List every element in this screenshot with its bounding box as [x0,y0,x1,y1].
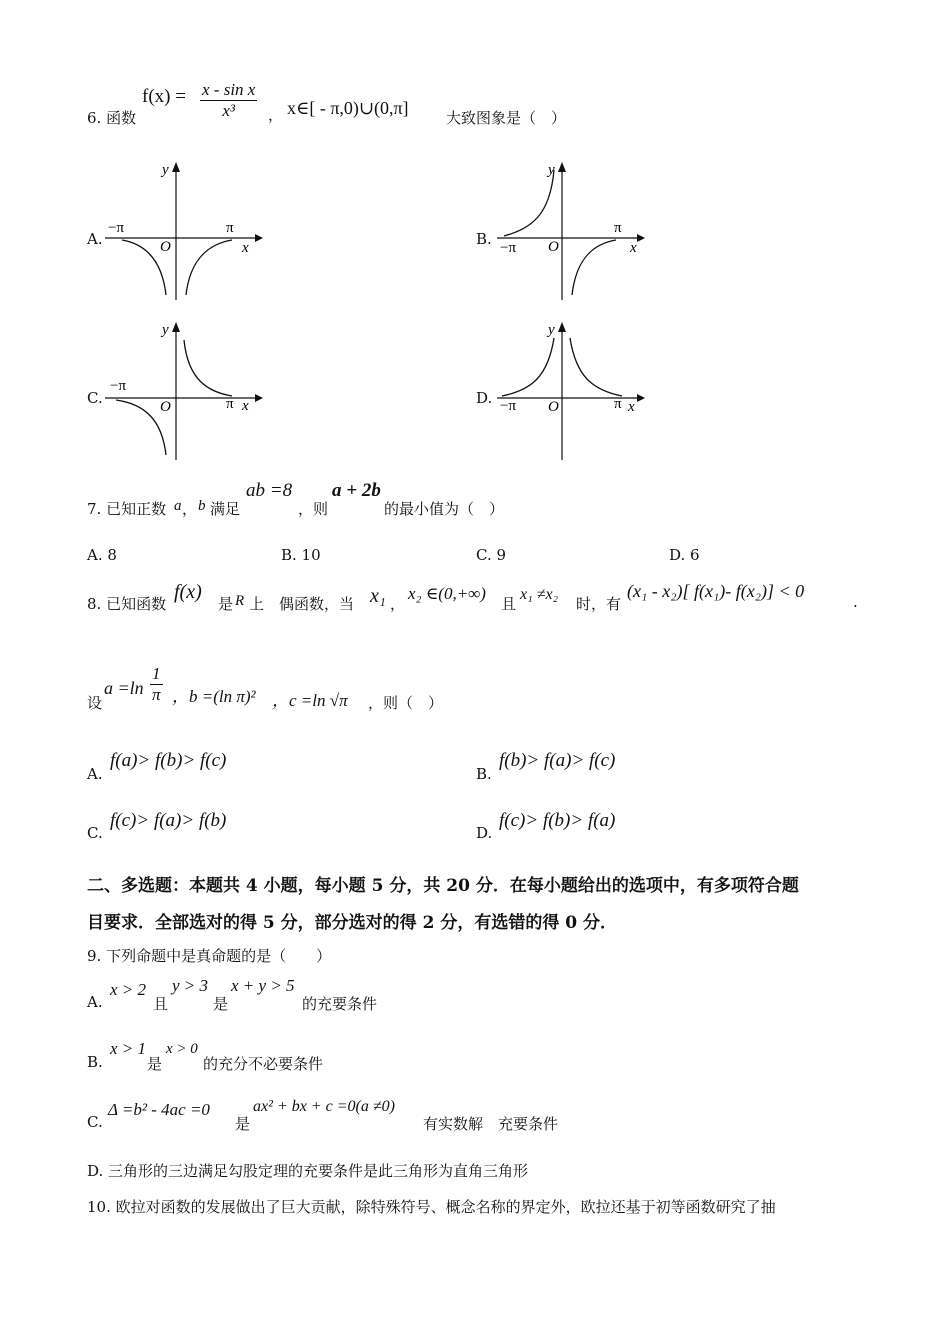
q8-t1: 是 [218,595,234,613]
q9-option-a-label[interactable]: A. [87,993,103,1011]
q7-expr: a + 2b [332,480,381,501]
curve-left [116,400,166,455]
q8-ineq: (x₁ - x₂)[ f(x₁)- f(x₂)] < 0 [627,581,805,601]
q6-graph-d[interactable] [492,310,662,470]
q8-t3: ， [390,595,406,613]
q9-option-c-label[interactable]: C. [87,1113,103,1131]
q8-x1: x₁ [370,585,386,607]
q6-graph-c[interactable] [100,310,270,470]
q8-option-b-label[interactable]: B. [476,765,492,783]
q6-frac-num: x - sin x [202,80,256,99]
q6-label: 6. 函数 [87,109,137,127]
q8-t2: 上 偶函数，当 [249,595,355,613]
x-axis-arrow [637,394,645,402]
pi-label: π [614,220,622,236]
q9-c-t2: 有实数解 充要条件 [423,1115,559,1133]
curve-right [186,240,232,295]
q9-b-t1: 是 [147,1055,163,1073]
q8-option-c-expr[interactable]: f(c)> f(a)> f(b) [110,810,227,831]
origin-label: O [548,399,559,415]
origin-label: O [548,239,559,255]
q9-a-t1: 且 [153,995,169,1013]
q7-option-d[interactable]: D. 6 [669,546,700,564]
q8-option-c-label[interactable]: C. [87,824,103,842]
q6-graph-a[interactable] [100,150,270,310]
q6-option-b-label[interactable]: B. [476,230,492,248]
q8-R: R [235,593,245,609]
q8-option-d-expr[interactable]: f(c)> f(b)> f(a) [499,810,616,831]
q8-label: 8. 已知函数 [87,595,167,613]
q9-c-e2: ax² + bx + c =0(a ≠0) [253,1098,395,1115]
q9-b-t2: 的充分不必要条件 [203,1055,324,1073]
y-axis-arrow [558,322,566,332]
y-label: y [162,162,169,178]
q8-a-def: a =ln [104,678,144,698]
q8-line2-tail: ，则（ ） [368,694,444,712]
q8-t6: . [853,593,858,611]
q8-fx: f(x) [174,581,202,603]
q6-formula-lhs: f(x) = [142,86,186,107]
q6-frac-den: x³ [222,101,235,120]
neg-pi-label: −π [110,378,127,394]
x-label: x [630,240,637,256]
q9-option-b-label[interactable]: B. [87,1053,103,1071]
q7-tail: 的最小值为（ ） [384,500,505,518]
pi-label: π [614,396,622,412]
q6-option-d-label[interactable]: D. [476,389,493,407]
q8-t5: 时，有 [576,595,622,613]
y-axis-arrow [558,162,566,172]
curve-right [572,240,616,295]
q9-a-e1: x > 2 [110,980,147,999]
q9-a-t3: 的充要条件 [302,995,378,1013]
y-label: y [548,322,555,338]
q6-sep: ， [268,106,284,124]
y-axis-arrow [172,162,180,172]
q7-var-a: a [174,498,182,514]
q9-a-e3: x + y > 5 [231,976,295,995]
q6-option-a-label[interactable]: A. [87,230,103,248]
neg-pi-label: −π [500,240,517,256]
section2-heading-line1: 二、多选题：本题共 4 小题，每小题 5 分，共 20 分．在每小题给出的选项中，有多项符合题 [87,876,799,896]
pi-label: π [226,220,234,236]
origin-label: O [160,239,171,255]
y-axis-arrow [172,322,180,332]
q9-c-e1: Δ =b² - 4ac =0 [108,1100,210,1119]
neg-pi-label: −π [500,398,517,414]
x-label: x [242,240,249,256]
q7-mid: ，则 [298,500,329,518]
x-axis-arrow [637,234,645,242]
curve-left [502,338,554,396]
q6-domain: x∈[ - π,0)∪(0,π] [287,98,409,118]
q9-b-e1: x > 1 [110,1039,147,1058]
x-label: x [242,398,249,414]
q8-t4: 且 [501,595,517,613]
curve-right [570,338,622,396]
q8-option-b-expr[interactable]: f(b)> f(a)> f(c) [499,750,616,771]
x-axis-arrow [255,394,263,402]
q8-option-a-expr[interactable]: f(a)> f(b)> f(c) [110,750,227,771]
q6-option-c-label[interactable]: C. [87,389,103,407]
q10-text: 10. 欧拉对函数的发展做出了巨大贡献，除特殊符号、概念名称的界定外，欧拉还基于初等函数研究了抽 [87,1198,776,1216]
curve-right [184,340,232,396]
q7-cond: ab =8 [246,480,293,501]
q8-a-den: π [152,685,161,704]
q7-option-b[interactable]: B. 10 [281,546,321,564]
section2-heading-line2: 目要求．全部选对的得 5 分，部分选对的得 2 分，有选错的得 0 分． [87,913,617,933]
y-label: y [162,322,169,338]
y-label: y [548,162,555,178]
q7-comma: ， [182,500,198,518]
curve-left [504,170,554,236]
q7-cond-pre: 满足 [210,500,241,518]
x-axis-arrow [255,234,263,242]
q9-option-d[interactable]: D. 三角形的三边满足勾股定理的充要条件是此三角形为直角三角形 [87,1162,529,1180]
q8-a-num: 1 [150,664,163,685]
q8-x2-range: x₂ ∈(0,+∞) [408,584,486,603]
origin-label: O [160,399,171,415]
q8-line2-pre: 设 [87,694,103,712]
q6-fraction [200,80,257,121]
x-label: x [628,399,635,415]
pi-label: π [226,396,234,412]
neg-pi-label: −π [108,220,125,236]
q6-graph-b[interactable] [492,150,662,310]
q8-c-def: ，c =ln √π [272,691,348,710]
q7-option-c[interactable]: C. 9 [476,546,507,564]
q8-option-d-label[interactable]: D. [476,824,493,842]
q7-label: 7. 已知正数 [87,500,167,518]
q9-b-e2: x > 0 [166,1041,198,1057]
q9-c-t1: 是 [235,1115,251,1133]
q7-var-b: b [198,498,206,514]
q6-tail: 大致图象是（ ） [446,109,567,127]
q9-label: 9. 下列命题中是真命题的是（ ） [87,947,332,965]
q8-a-fraction [150,664,163,705]
q8-option-a-label[interactable]: A. [87,765,103,783]
q8-neq: x₁ ≠x₂ [520,586,559,603]
q8-b-def: ，b =(ln π)² [172,687,256,706]
q7-option-a[interactable]: A. 8 [87,546,117,564]
q9-a-e2: y > 3 [172,976,209,995]
q9-a-t2: 是 [213,995,229,1013]
